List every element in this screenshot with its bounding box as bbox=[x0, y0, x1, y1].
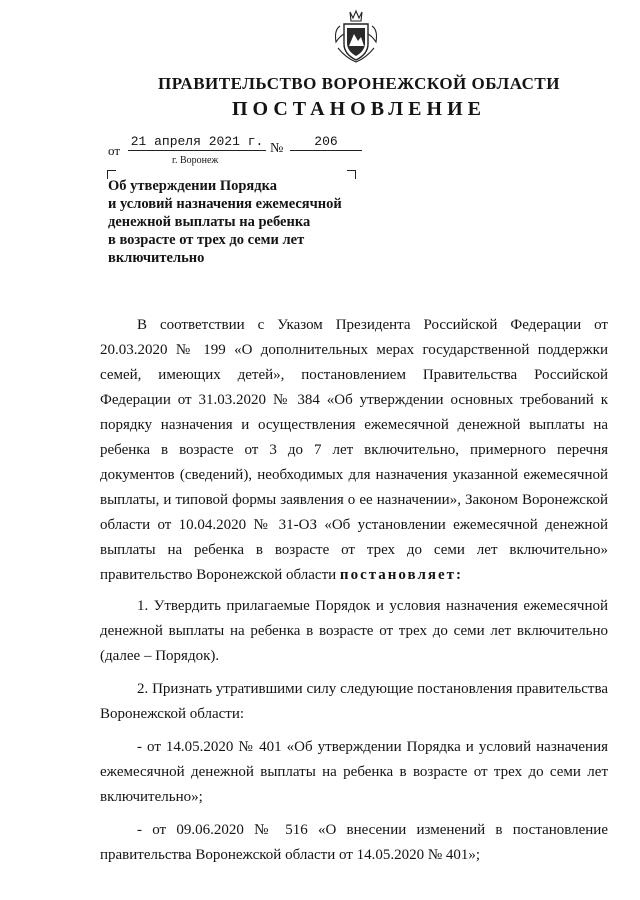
document-number: 206 bbox=[290, 134, 362, 151]
document-body bbox=[100, 313, 608, 876]
date-prefix: от bbox=[108, 143, 121, 158]
preamble-text: В соответствии с Указом Президента Российской Федерации от 20.03.2020 № 199 «О дополнительных мерах государственной поддержки семей, имеющих детей», постановлением Правительства Российской Федерации от 31.03.2020 № 384 «Об утверждении основных требований к порядку назначения и осуществления ежемесячной денежной выплаты на ребенка в возрасте от 3 до 7 лет включительно, примерного перечня документов (сведений), необходимых для назначения указанной ежемесячной выплаты, и типовой формы заявления о ее назначении», Законом Воронежской области от 10.04.2020 № 31-ОЗ «Об установлении ежемесячной денежной выплаты на ребенка в возрасте от трех до семи лет включительно» правительство Воронежской области bbox=[100, 317, 608, 583]
number-sign: № bbox=[270, 141, 284, 156]
coat-of-arms-icon bbox=[330, 8, 382, 64]
decree-word: постановляет: bbox=[339, 567, 463, 583]
subject-line: в возрасте от трех до семи лет bbox=[108, 232, 305, 248]
city-label: г. Воронеж bbox=[172, 155, 219, 166]
item-paragraph: 2. Признать утратившими силу следующие постановления правительства Воронежской области: bbox=[100, 681, 608, 722]
item-paragraph: - от 14.05.2020 № 401 «Об утверждении Порядка и условий назначения ежемесячной денежной выплаты на ребенка в возрасте от трех до семи лет включительно»; bbox=[100, 739, 608, 805]
document-type: ПОСТАНОВЛЕНИЕ bbox=[232, 98, 486, 120]
item-paragraph: - от 09.06.2020 № 516 «О внесении изменений в постановление правительства Воронежской области от 14.05.2020 № 401»; bbox=[100, 822, 608, 863]
subject-line: включительно bbox=[108, 250, 205, 266]
preamble-paragraph bbox=[100, 313, 608, 588]
date-number-row bbox=[108, 134, 368, 170]
subject-line: Об утверждении Порядка bbox=[108, 178, 277, 194]
subject-line: денежной выплаты на ребенка bbox=[108, 214, 311, 230]
subject-title bbox=[108, 177, 358, 267]
subject-line: и условий назначения ежемесячной bbox=[108, 196, 342, 212]
document-date: 21 апреля 2021 г. bbox=[128, 134, 266, 151]
government-title: ПРАВИТЕЛЬСТВО ВОРОНЕЖСКОЙ ОБЛАСТИ bbox=[157, 74, 560, 93]
item-paragraph: 1. Утвердить прилагаемые Порядок и условия назначения ежемесячной денежной выплаты на ребенка в возрасте от трех до семи лет включительно (далее – Порядок). bbox=[100, 598, 608, 664]
